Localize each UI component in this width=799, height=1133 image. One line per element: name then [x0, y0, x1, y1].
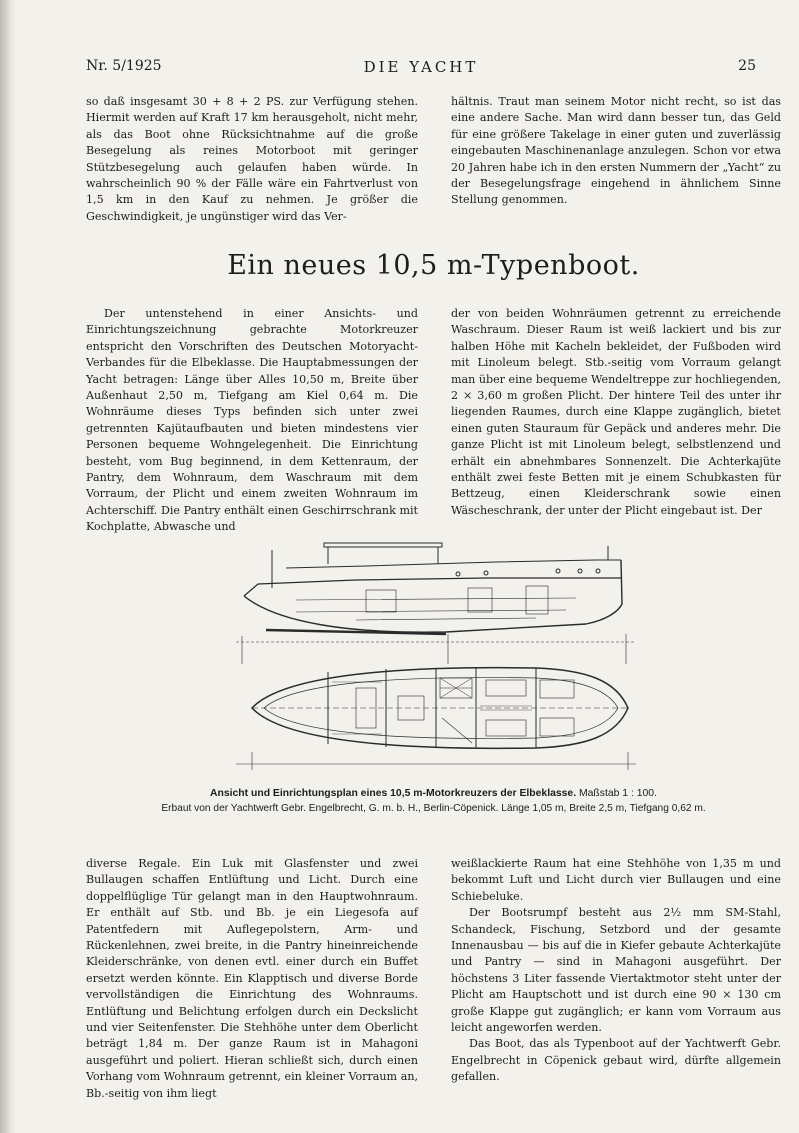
paragraph: weißlackierte Raum hat eine Stehhöhe von 1,35 m und bekommt Luft und Licht durch vier Bullaugen und eine Schiebeluke.: [451, 857, 781, 903]
caption-credit: Erbaut von der Yachtwerft Gebr. Engelbrecht, G. m. b. H., Berlin-Cöpenick. Länge 1,05 m, Breite 2,5 m, Tiefgang 0,62 m.: [161, 803, 706, 814]
issue-number: Nr. 5/1925: [86, 58, 162, 74]
deck-plan: [236, 668, 636, 770]
page-number: 25: [738, 58, 756, 74]
side-elevation: [236, 543, 636, 664]
page-header: [86, 58, 756, 80]
continuation-right-column: [451, 856, 781, 1086]
page-binding-shadow: [0, 0, 16, 1133]
paragraph: diverse Regale. Ein Luk mit Glasfenster und zwei Bullaugen schaffen Entlüftung und Licht. Durch eine doppelflüglige Tür gelangt man in den Hauptwohnraum. Er enthält auf Stb. und Bb. je ein Liegesofa auf Patentfedern mit Auflegepolstern, Arm- und Rückenlehnen, zwei breite, in die Pantry hineinreichende Kleiderschränke, von denen evtl. einer durch ein Buffet ersetzt werden könnte. Ein Klapptisch und diverse Borde vervollständigen die Einrichtung des Wohnraums. Entlüftung und Belichtung erfolgen durch ein Deckslicht und vier Seitenfenster. Die Stehhöhe unter dem Oberlicht beträgt 1,84 m. Der ganze Raum ist in Mahagoni ausgeführt und poliert. Hieran schließt sich, durch einen Vorhang vom Wohnraum getrennt, ein kleiner Vorraum an, Bb.-seitig von ihm liegt: [86, 857, 418, 1100]
magazine-title: DIE YACHT: [363, 58, 479, 76]
article-right-column: [451, 306, 781, 519]
boat-plan-drawing: [236, 538, 636, 778]
figure-caption: [86, 786, 781, 816]
paragraph: Das Boot, das als Typenboot auf der Yachtwerft Gebr. Engelbrecht in Cöpenick gebaut wird, dürfte allgemein gefallen.: [451, 1037, 781, 1084]
paragraph: der von beiden Wohnräumen getrennt zu erreichende Waschraum. Dieser Raum ist weiß lackiert und bis zur halben Höhe mit Kacheln bekleidet, der Fußboden wird mit Linoleum belegt. Stb.-seitig vom Vorraum gelangt man über eine bequeme Wendeltreppe zur hochliegenden, 2 × 3,60 m großen Plicht. Der hintere Teil des unter ihr liegenden Raumes, durch eine Klappe zugänglich, bietet einen guten Stauraum für Gepäck und anderes mehr. Die ganze Plicht ist mit Linoleum belegt, selbstlenzend und erhält ein abnehmbares Sonnenzelt. Die Achterkajüte enthält zwei feste Betten mit je einem Schubkasten für Bettzeug, einen Kleiderschrank sowie einen Wäscheschrank, der unter der Plicht eingebaut ist. Der: [451, 307, 781, 517]
previous-article-right-column: [451, 94, 781, 209]
caption-scale: Maßstab 1 : 100.: [579, 788, 657, 799]
previous-article-left-column: [86, 94, 418, 225]
article-title: Ein neues 10,5 m-Typenboot.: [227, 250, 640, 281]
paragraph: so daß insgesamt 30 + 8 + 2 PS. zur Verfügung stehen. Hiermit werden auf Kraft 17 km herausgeholt, nicht mehr, als das Boot ohne Rücksichtnahme auf die große Besegelung als reines Motorboot mit geringer Stützbesegelung auch gelaufen haben würde. In wahrscheinlich 90 % der Fälle wäre ein Fahrtverlust von 1,5 km in den Kauf zu nehmen. Je größer die Geschwindigkeit, je ungünstiger wird das Ver-: [86, 95, 418, 223]
article-left-column: [86, 306, 418, 536]
paragraph: Der untenstehend in einer Ansichts- und Einrichtungszeichnung gebrachte Motorkreuzer entspricht den Vorschriften des Deutschen Motoryacht-Verbandes für die Elbeklasse. Die Hauptabmessungen der Yacht betragen: Länge über Alles 10,50 m, Breite über Außenhaut 2,50 m, Tiefgang am Kiel 0,64 m. Die Wohnräume dieses Typs befinden sich unter zwei getrennten Kajütaufbauten und bieten mindestens vier Personen bequeme Wohngelegenheit. Die Einrichtung besteht, vom Bug beginnend, in dem Kettenraum, der Pantry, dem Wohnraum, dem Waschraum mit dem Vorraum, der Plicht und einem zweiten Wohnraum im Achterschiff. Die Pantry enthält einen Geschirrschrank mit Kochplatte, Abwasche und: [86, 307, 418, 534]
paragraph: hältnis. Traut man seinem Motor nicht recht, so ist das eine andere Sache. Man wird dann besser tun, das Geld für eine größere Takelage in einer guten und zuverlässig eingebauten Maschinenanlage anzulegen. Schon vor etwa 20 Jahren habe ich in den ersten Nummern der „Yacht“ zu der Besegelungsfrage eingehend in ähnlichem Sinne Stellung genommen.: [451, 95, 781, 207]
paragraph: Der Bootsrumpf besteht aus 2½ mm SM-Stahl, Schandeck, Fischung, Setzbord und der gesamte Innenausbau — bis auf die in Kiefer gebaute Achterkajüte und Pantry — sind in Mahagoni ausgeführt. Der höchstens 3 Liter fassende Viertaktmotor steht unter der Plicht am Hauptschott und ist durch eine 90 × 130 cm große Klappe gut zugänglich; er kann vom Vorraum aus leicht angeworfen werden.: [451, 906, 781, 1035]
caption-title: Ansicht und Einrichtungsplan eines 10,5 m-Motorkreuzers der Elbeklasse.: [210, 788, 577, 799]
continuation-left-column: [86, 856, 418, 1102]
caption-title-line: [86, 786, 781, 801]
